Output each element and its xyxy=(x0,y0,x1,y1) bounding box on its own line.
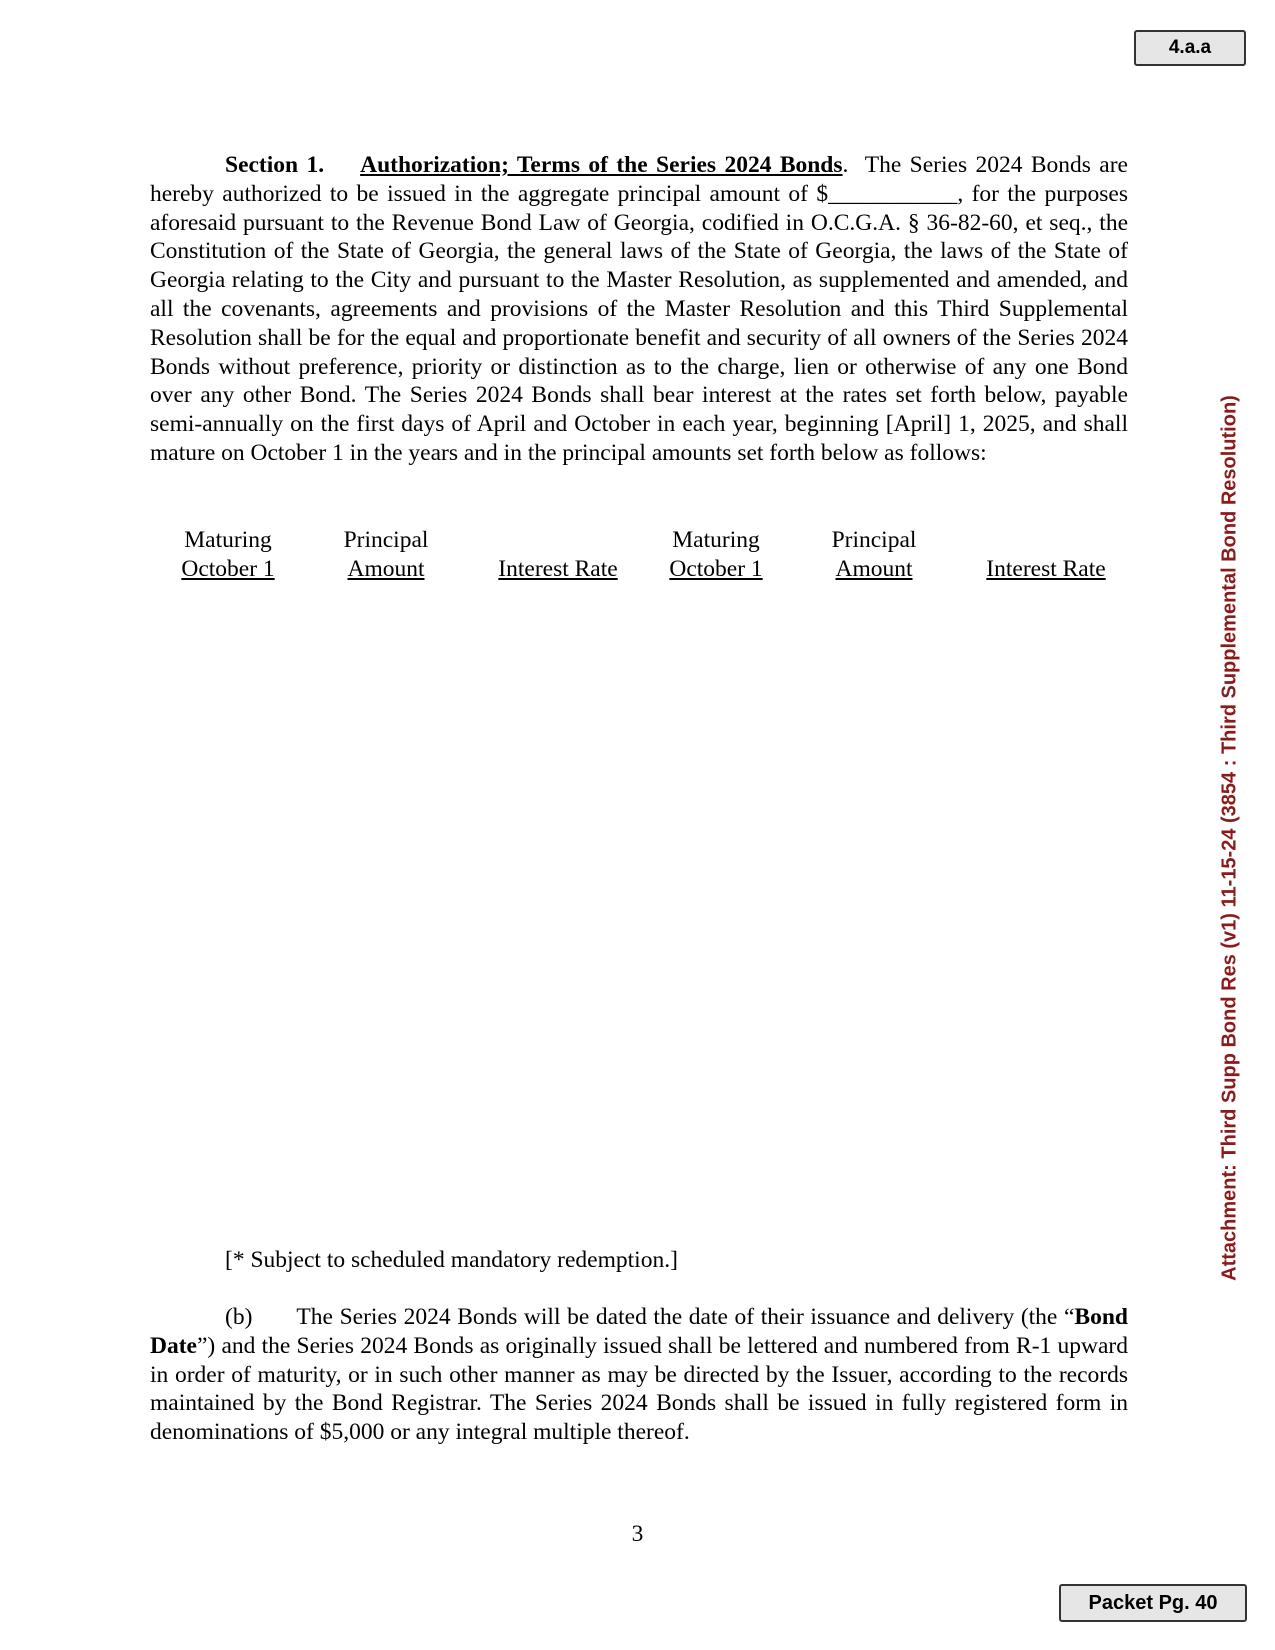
section-b-text-after: ”) and the Series 2024 Bonds as originally issued shall be lettered and numbered from R-1 upward in order of maturity, or in such other manner as may be directed by the Issuer, according to the records maintained by the Bond Registrar. The Series 2024 Bonds shall be issued in fully registered form in denominations of $5,000 or any integral multiple thereof. xyxy=(150,1332,1128,1446)
col-line1 xyxy=(478,526,638,555)
col-line2: Amount xyxy=(347,555,425,582)
col-line2: October 1 xyxy=(669,555,763,582)
agenda-item-tag: 4.a.a xyxy=(1134,30,1246,66)
table-col-rate-1 xyxy=(478,526,638,583)
section-label: Section 1. xyxy=(225,152,325,178)
section-b-text-before: The Series 2024 Bonds will be dated the date of their issuance and delivery (the “ xyxy=(296,1304,1075,1330)
packet-page-label: Packet Pg. 40 xyxy=(1059,1584,1247,1622)
section-b-label: (b) xyxy=(225,1304,253,1330)
col-line1: Maturing xyxy=(672,527,760,553)
table-col-rate-2 xyxy=(966,526,1126,583)
col-line1: Principal xyxy=(343,527,429,553)
col-line1 xyxy=(966,526,1126,555)
col-line1: Maturing xyxy=(184,527,272,553)
col-line2: Interest Rate xyxy=(986,555,1106,582)
col-line2: Amount xyxy=(835,555,913,582)
section-b-paragraph xyxy=(150,1303,1128,1447)
table-col-principal-1 xyxy=(326,526,446,583)
section-1-paragraph xyxy=(150,151,1128,468)
col-line2: Interest Rate xyxy=(498,555,618,582)
section-heading: Authorization; Terms of the Series 2024 Bonds xyxy=(360,152,843,178)
section-body: The Series 2024 Bonds are hereby authorized to be issued in the aggregate principal amount of $___________, for the purposes aforesaid pursuant to the Revenue Bond Law of Georgia, codified in O.C.G.A. § 36-82-60, et seq., the Constitution of the State of Georgia, the general laws of the State of Georgia, the laws of the State of Georgia relating to the City and pursuant to the Master Resolution, as supplemented and amended, and all the covenants, agreements and provisions of the Master Resolution and this Third Supplemental Resolution shall be for the equal and proportionate benefit and security of all owners of the Series 2024 Bonds without preference, priority or distinction as to the charge, lien or otherwise of any one Bond over any other Bond. The Series 2024 Bonds shall bear interest at the rates set forth below, payable semi-annually on the first days of April and October in each year, beginning [April] 1, 2025, and shall mature on October 1 in the years and in the principal amounts set forth below as follows: xyxy=(150,152,1128,466)
attachment-text: Attachment: Third Supp Bond Res (v1) 11-15-24 (3854 : Third Supplemental Bond Resolution) xyxy=(1218,395,1241,1281)
redemption-note: [* Subject to scheduled mandatory redemption.] xyxy=(225,1247,678,1273)
table-col-maturing-1 xyxy=(168,526,288,583)
col-line1: Principal xyxy=(831,527,917,553)
bond-date-term: Bond Date xyxy=(150,1304,1128,1359)
attachment-sidebar-label xyxy=(1215,372,1245,1304)
col-line2: October 1 xyxy=(181,555,275,582)
page-number: 3 xyxy=(631,1521,644,1547)
table-col-maturing-2 xyxy=(656,526,776,583)
table-col-principal-2 xyxy=(814,526,934,583)
heading-period: . xyxy=(842,152,849,178)
